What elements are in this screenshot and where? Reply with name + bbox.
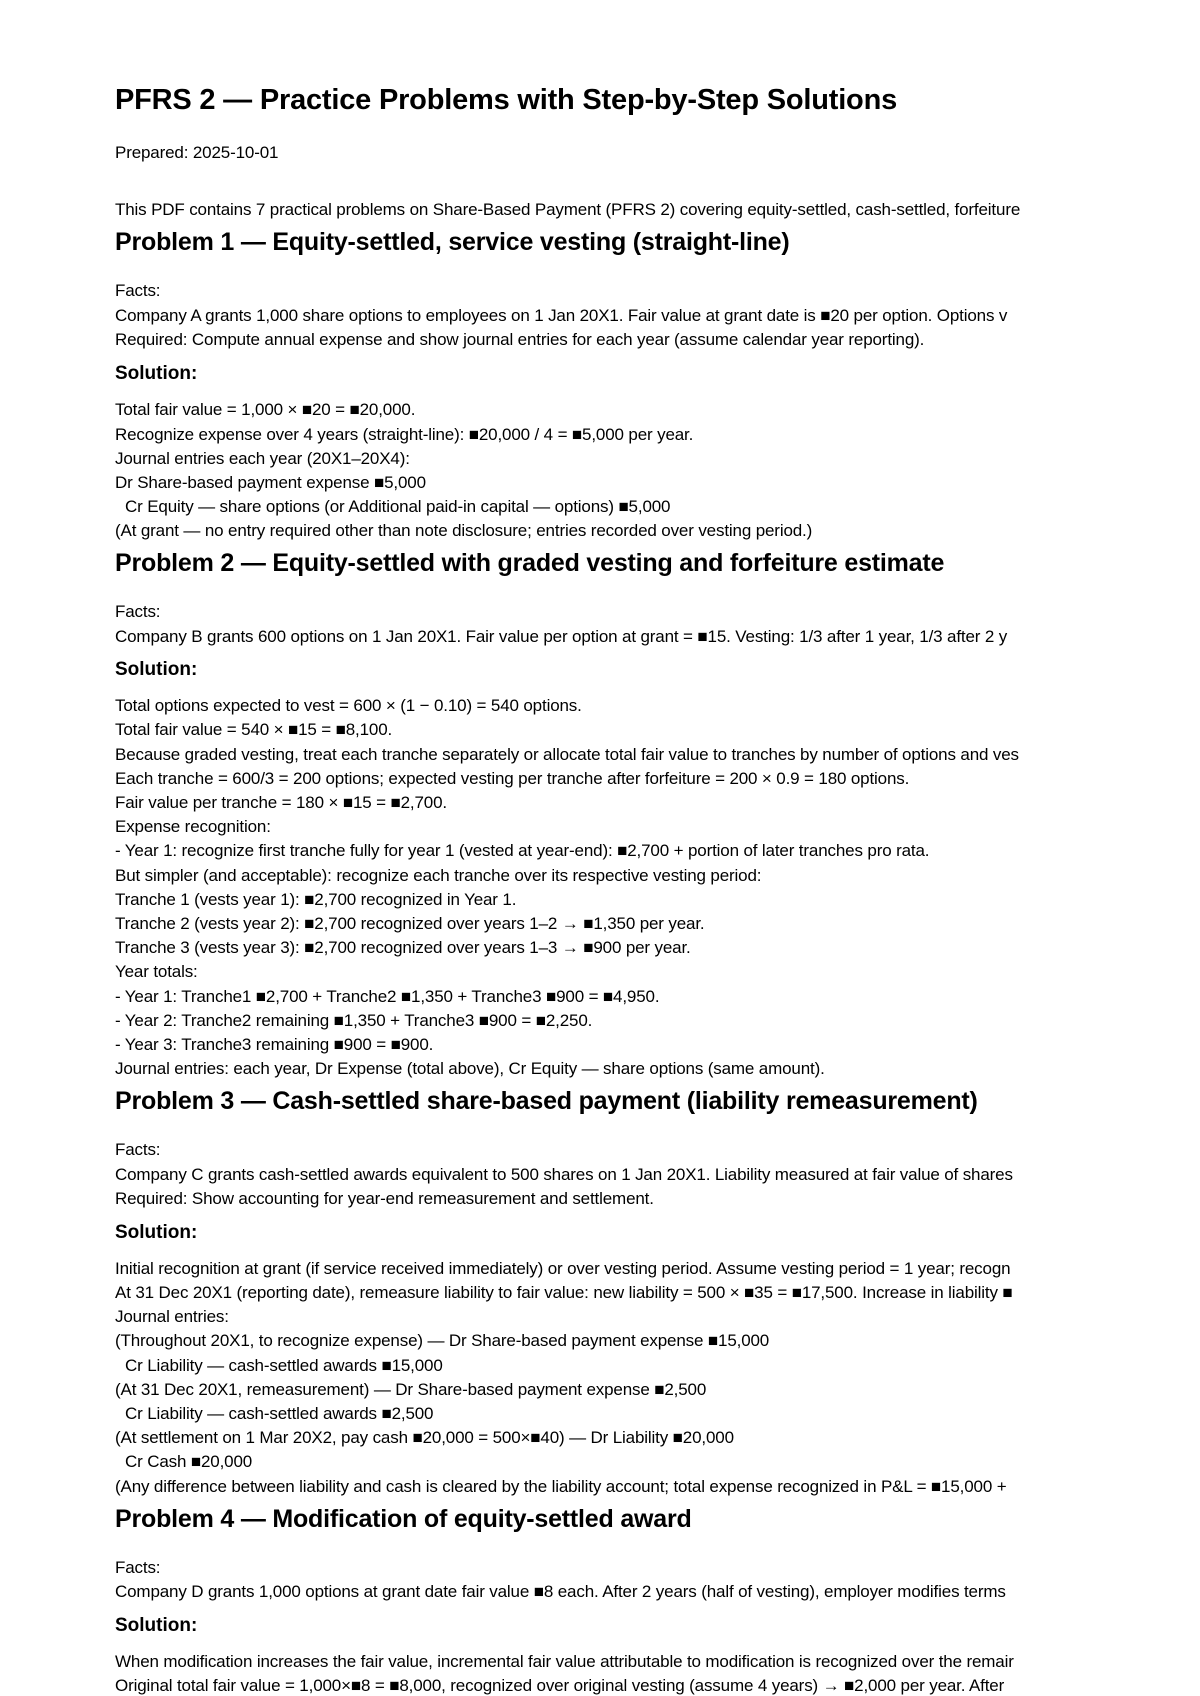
solution-line: (Any difference between liability and cash is cleared by the liability account; total expense recognized in P&L = ■15,000 + [115, 1477, 1007, 1496]
problem-title: Problem 1 — Equity-settled, service vesting (straight-line) [115, 228, 790, 256]
solution-line: - Year 3: Tranche3 remaining ■900 = ■900. [115, 1035, 434, 1054]
solution-line: Journal entries: each year, Dr Expense (total above), Cr Equity — share options (same amount). [115, 1059, 825, 1078]
solution-line: Fair value per tranche = 180 × ■15 = ■2,700. [115, 793, 447, 812]
solution-line: But simpler (and acceptable): recognize each tranche over its respective vesting period: [115, 866, 762, 885]
facts-line: Company D grants 1,000 options at grant date fair value ■8 each. After 2 years (half of vesting), employer modifies terms [115, 1582, 1006, 1601]
solution-line: Cr Liability — cash-settled awards ■15,000 [125, 1356, 443, 1375]
solution-line: Tranche 3 (vests year 3): ■2,700 recognized over years 1–3 → ■900 per year. [115, 938, 691, 957]
solution-line: Total fair value = 540 × ■15 = ■8,100. [115, 720, 393, 739]
solution-label: Solution: [115, 1615, 198, 1636]
solution-line: Original total fair value = 1,000×■8 = ■8,000, recognized over original vesting (assume 4 years) → ■2,000 per year. After [115, 1676, 1005, 1695]
solution-line: - Year 2: Tranche2 remaining ■1,350 + Tranche3 ■900 = ■2,250. [115, 1011, 593, 1030]
solution-line: Each tranche = 600/3 = 200 options; expected vesting per tranche after forfeiture = 200 × 0.9 = 180 options. [115, 769, 910, 788]
facts-label: Facts: [115, 1140, 161, 1159]
solution-line: When modification increases the fair value, incremental fair value attributable to modification is recognized over the remair [115, 1652, 1014, 1671]
solution-line: Because graded vesting, treat each tranche separately or allocate total fair value to tranches by number of options and ves [115, 745, 1019, 764]
solution-label: Solution: [115, 363, 198, 384]
prepared-date: Prepared: 2025-10-01 [115, 143, 279, 162]
solution-line: Recognize expense over 4 years (straight-line): ■20,000 / 4 = ■5,000 per year. [115, 425, 694, 444]
solution-line: Cr Equity — share options (or Additional paid-in capital — options) ■5,000 [125, 497, 671, 516]
solution-line: Cr Cash ■20,000 [125, 1452, 253, 1471]
solution-line: Total fair value = 1,000 × ■20 = ■20,000. [115, 400, 416, 419]
intro-paragraph: This PDF contains 7 practical problems on Share-Based Payment (PFRS 2) covering equity-settled, cash-settled, forfeiture [115, 200, 1021, 219]
facts-line: Required: Show accounting for year-end remeasurement and settlement. [115, 1189, 654, 1208]
problem-title: Problem 3 — Cash-settled share-based payment (liability remeasurement) [115, 1087, 978, 1115]
solution-line: Year totals: [115, 962, 198, 981]
solution-line: - Year 1: Tranche1 ■2,700 + Tranche2 ■1,350 + Tranche3 ■900 = ■4,950. [115, 987, 660, 1006]
problem-title: Problem 2 — Equity-settled with graded vesting and forfeiture estimate [115, 549, 945, 577]
solution-line: (At grant — no entry required other than note disclosure; entries recorded over vesting period.) [115, 521, 813, 540]
solution-line: Initial recognition at grant (if service received immediately) or over vesting period. Assume vesting period = 1 year; recogn [115, 1259, 1011, 1278]
facts-line: Company C grants cash-settled awards equivalent to 500 shares on 1 Jan 20X1. Liability measured at fair value of shares [115, 1165, 1013, 1184]
facts-label: Facts: [115, 1558, 161, 1577]
solution-label: Solution: [115, 659, 198, 680]
solution-line: Tranche 2 (vests year 2): ■2,700 recognized over years 1–2 → ■1,350 per year. [115, 914, 705, 933]
solution-label: Solution: [115, 1222, 198, 1243]
solution-line: Cr Liability — cash-settled awards ■2,500 [125, 1404, 434, 1423]
solution-line: Journal entries: [115, 1307, 229, 1326]
solution-line: Dr Share-based payment expense ■5,000 [115, 473, 426, 492]
problem-title: Problem 4 — Modification of equity-settled award [115, 1505, 692, 1533]
solution-line: (At 31 Dec 20X1, remeasurement) — Dr Share-based payment expense ■2,500 [115, 1380, 707, 1399]
facts-label: Facts: [115, 602, 161, 621]
document-title: PFRS 2 — Practice Problems with Step-by-Step Solutions [115, 84, 898, 116]
solution-line: At 31 Dec 20X1 (reporting date), remeasure liability to fair value: new liability = 500 × ■35 = ■17,500. Increase in liability ■ [115, 1283, 1013, 1302]
solution-line: Expense recognition: [115, 817, 271, 836]
facts-line: Company B grants 600 options on 1 Jan 20X1. Fair value per option at grant = ■15. Vesting: 1/3 after 1 year, 1/3 after 2 y [115, 627, 1008, 646]
solution-line: (Throughout 20X1, to recognize expense) — Dr Share-based payment expense ■15,000 [115, 1331, 770, 1350]
solution-line: Journal entries each year (20X1–20X4): [115, 449, 410, 468]
solution-line: Total options expected to vest = 600 × (1 − 0.10) = 540 options. [115, 696, 582, 715]
solution-line: Tranche 1 (vests year 1): ■2,700 recognized in Year 1. [115, 890, 517, 909]
facts-line: Company A grants 1,000 share options to employees on 1 Jan 20X1. Fair value at grant date is ■20 per option. Options v [115, 306, 1008, 325]
solution-line: - Year 1: recognize first tranche fully for year 1 (vested at year-end): ■2,700 + portion of later tranches pro rata. [115, 841, 930, 860]
facts-label: Facts: [115, 281, 161, 300]
solution-line: (At settlement on 1 Mar 20X2, pay cash ■20,000 = 500×■40) — Dr Liability ■20,000 [115, 1428, 734, 1447]
facts-line: Required: Compute annual expense and show journal entries for each year (assume calendar year reporting). [115, 330, 925, 349]
